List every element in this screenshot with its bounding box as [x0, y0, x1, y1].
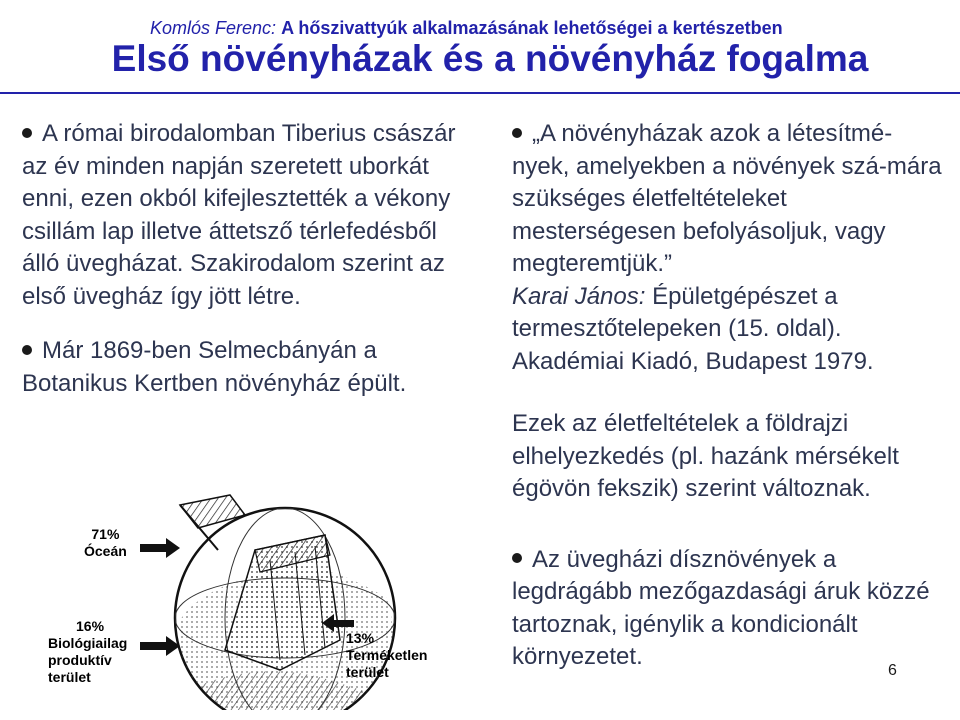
barren-percent: 13% — [346, 630, 375, 646]
bullet-icon — [512, 128, 522, 138]
ocean-label — [84, 526, 127, 560]
right-paragraph-ornamentals — [512, 544, 942, 674]
header-course-title: A hőszivattyúk alkalmazásának lehetőségei a kertészetben — [281, 18, 783, 38]
title-divider — [0, 92, 960, 94]
bio-label — [48, 618, 127, 686]
ocean-text: Óceán — [84, 543, 127, 559]
right-paragraph-conditions: Ezek az életfeltételek a földrajzi elhelyezkedés (pl. hazánk mérsékelt égövön fekszik) szerint változnak. — [512, 410, 899, 502]
citation-source: Épületgépészet a termesztőtelepeken (15. oldal). Akadémiai Kiadó, Budapest 1979. — [512, 282, 874, 375]
course-header — [150, 18, 930, 39]
bullet-icon — [22, 128, 32, 138]
left-paragraph-1-text: A római birodalomban Tiberius császár az év minden napján szeretett uborkát enni, ezen okból kifejlesztették a vékony csillám lap illetve áttetsző térlefedésből álló üvegházat. Szakirodalom szerint az első üvegház így jött létre. — [22, 120, 456, 310]
right-column — [512, 118, 942, 674]
bullet-icon — [512, 553, 522, 563]
bullet-icon — [22, 345, 32, 355]
page-number: 6 — [888, 662, 897, 679]
left-paragraph-2 — [22, 335, 472, 400]
bio-percent: 16% — [76, 618, 105, 634]
globe-greenhouse-figure — [40, 480, 460, 710]
citation — [512, 281, 942, 379]
arrow-bio-icon — [140, 636, 180, 656]
right-paragraph-definition — [512, 118, 942, 281]
ornamentals-text: Az üvegházi dísznövények a legdrágább mezőgazdasági áruk közzé tartoznak, igénylik a kondicionált környezetet. — [512, 545, 930, 670]
citation-author: Karai János: — [512, 282, 646, 310]
barren-text-2: terület — [346, 664, 389, 680]
barren-text-1: Terméketlen — [346, 647, 428, 663]
header-author: Komlós Ferenc: — [150, 18, 277, 38]
left-paragraph-2-text: Már 1869-ben Selmecbányán a Botanikus Kertben növényház épült. — [22, 337, 407, 397]
slide-title: Első növényházak és a növényház fogalma — [111, 38, 869, 79]
definition-text: „A növényházak azok a létesítmé-nyek, amelyekben a növények szá-mára szükséges életfeltételeket mesterségesen befolyásoljuk, vagy megteremtjük.” — [512, 120, 942, 277]
bio-text-2: produktív — [48, 652, 112, 668]
barren-label — [346, 630, 427, 681]
left-column — [22, 118, 472, 400]
bio-text-3: terület — [48, 669, 91, 685]
bio-text-1: Biológiailag — [48, 635, 128, 651]
ocean-percent: 71% — [91, 526, 120, 542]
arrow-ocean-icon — [140, 538, 180, 558]
left-paragraph-1 — [22, 118, 472, 313]
